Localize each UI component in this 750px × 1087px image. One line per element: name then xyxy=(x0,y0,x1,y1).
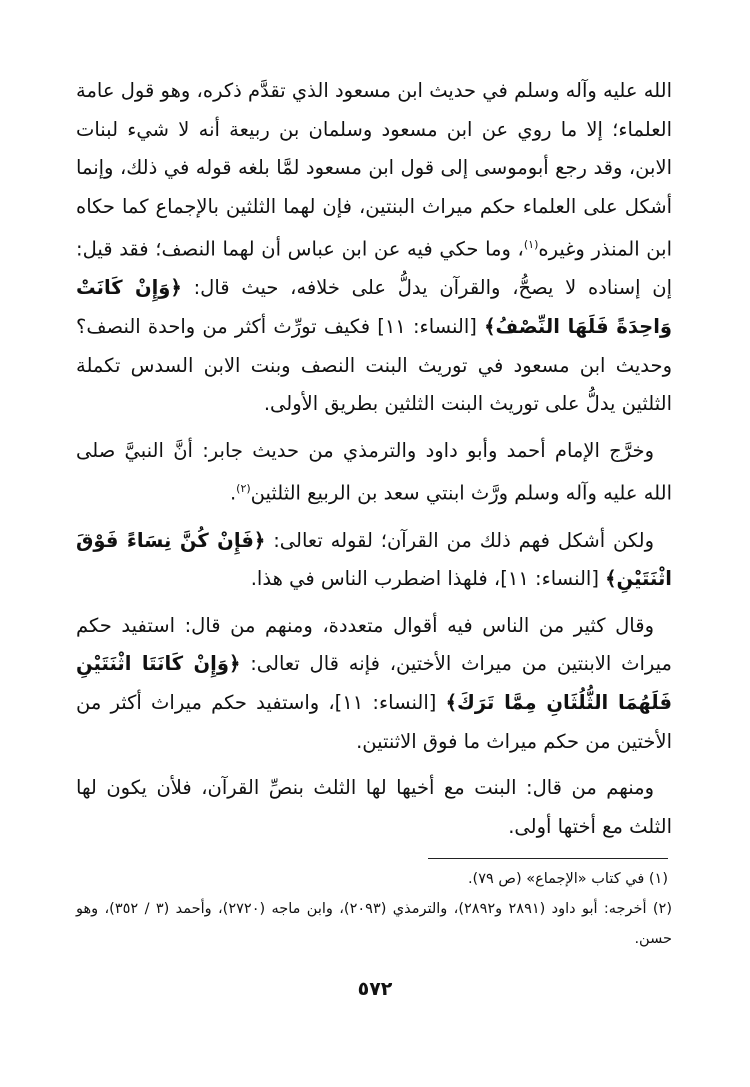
footnote-divider xyxy=(428,858,668,859)
footnote-ref-2: (٢) xyxy=(236,482,251,496)
quran-verse-1: ﴿وَإِنْ كَانَتْ وَاحِدَةً فَلَهَا النِّصْفُ﴾ xyxy=(76,276,672,339)
page-number: ٥٧٢ xyxy=(357,978,393,1000)
paragraph-1-part-c: [النساء: ١١] فكيف تورِّث أكثر من واحدة النصف؟ وحديث ابن مسعود في توريث البنت النصف وبنت الابن السدس تكملة الثلثين يدلُّ على توريث البنت الثلثين بطريق الأولى. xyxy=(76,315,672,416)
footnote-1: (١) في كتاب «الإجماع» (ص ٧٩). xyxy=(467,871,668,887)
footnote-ref-1: (١) xyxy=(523,238,539,252)
footnotes xyxy=(76,864,672,954)
main-text xyxy=(76,72,672,846)
paragraph-2 xyxy=(76,432,672,514)
paragraph-4 xyxy=(76,607,672,761)
paragraph-5 xyxy=(76,769,672,846)
quran-verse-2: ﴿فَإِنْ كُنَّ نِسَاءً فَوْقَ اثْنَتَيْنِ﴾ xyxy=(76,528,672,591)
paragraph-1-part-a: الله عليه وآله وسلم في حديث ابن مسعود الذي تقدَّم ذكره، وهو قول عامة العلماء؛ إلا ما روي عن ابن مسعود وسلمان بن ربيعة أنه لا شيء لبنات الابن، وقد رجع أبوموسى إلى قول ابن مسعود لمَّا بلغه قوله في ذلك، وإنما أشكل على العلماء حكم ميراث البنتين، فإن لهما الثلثين بالإجماع كما حكاه ابن المنذر وغيره xyxy=(76,79,672,261)
paragraph-3-part-b: [النساء: ١١]، فلهذا اضطرب الناس في هذا. xyxy=(250,567,606,591)
paragraph-4-part-a: وقال كثير من الناس فيه أقوال متعددة، ومنهم من قال: استفيد حكم ميراث الابنتين من ميراث الأختين، فإنه قال تعالى: xyxy=(76,613,672,676)
paragraph-2-part-a: وخرَّج الإمام أحمد وأبو داود والترمذي من حديث جابر: أنَّ النبيَّ صلى الله عليه وآله وسلم ورَّث ابنتي سعد بن الربيع الثلثين xyxy=(76,438,672,505)
paragraph-3-part-a: ولكن أشكل فهم ذلك من القرآن؛ لقوله تعالى: xyxy=(265,528,654,552)
paragraph-4-part-b: [النساء: ١١]، واستفيد حكم ميراث أكثر من الأختين من حكم ميراث ما فوق الاثنتين. xyxy=(76,690,672,753)
paragraph-3 xyxy=(76,522,672,599)
footnote-2: (٢) أخرجه: أبو داود (٢٨٩١ و٢٨٩٢)، والترمذي (٢٠٩٣)، وابن ماجه (٢٧٢٠)، وأحمد (٣ / ٣٥٢)، وهو حسن. xyxy=(76,901,672,947)
paragraph-2-part-b: . xyxy=(229,481,237,505)
paragraph-1 xyxy=(76,72,672,424)
quran-verse-3: ﴿وَإِنْ كَانَتَا اثْنَتَيْنِ فَلَهُمَا الثُّلُثَانِ مِمَّا تَرَكَ﴾ xyxy=(76,652,673,714)
paragraph-5-part-a: ومنهم من قال: البنت مع أخيها لها الثلث بنصِّ القرآن، فلأن يكون لها الثلث مع أختها أولى. xyxy=(76,776,672,838)
paragraph-1-part-b: ، وما حكي فيه عن ابن عباس أن لهما النصف؛ فقد قيل: إن إسناده لا يصحُّ، والقرآن يدلُّ على خلافه، حيث قال: xyxy=(76,237,672,300)
